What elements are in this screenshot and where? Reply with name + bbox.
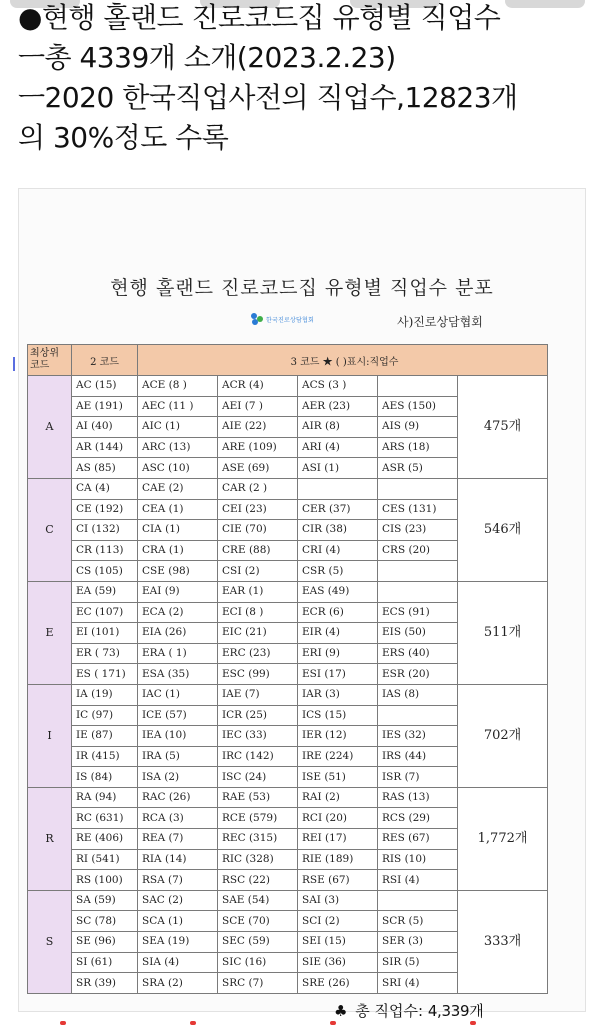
three-code-cell: ASR (5) <box>378 458 458 479</box>
three-code-cell: RES (67) <box>378 829 458 850</box>
scanned-document <box>18 188 586 1012</box>
three-code-cell: CIR (38) <box>298 520 378 541</box>
three-code-cell: SCI (2) <box>298 911 378 932</box>
two-code-cell: IC (97) <box>72 705 138 726</box>
three-code-cell: REI (17) <box>298 829 378 850</box>
three-code-cell: SCE (70) <box>218 911 298 932</box>
three-code-cell: IEA (10) <box>138 726 218 747</box>
three-code-cell: CAR (2 ) <box>218 478 298 499</box>
three-code-cell: EAI (9) <box>138 581 218 602</box>
total-jobs <box>334 1000 483 1021</box>
header-top-code-line: 최상위 <box>30 348 59 359</box>
club-icon: ♣ <box>334 1002 348 1020</box>
table-row <box>28 684 548 705</box>
three-code-cell: IRE (224) <box>298 746 378 767</box>
three-code-cell: IAE (7) <box>218 684 298 705</box>
three-code-cell: REC (315) <box>218 829 298 850</box>
three-code-cell: CRS (20) <box>378 540 458 561</box>
three-code-cell: SIC (16) <box>218 952 298 973</box>
three-code-cell: RSE (67) <box>298 870 378 891</box>
two-code-cell: IA (19) <box>72 684 138 705</box>
three-code-cell <box>378 890 458 911</box>
header-line: ●현행 홀랜드 진로코드집 유형별 직업수 <box>18 1 501 34</box>
top-code-cell: S <box>28 890 72 993</box>
group-total-cell: 475개 <box>458 376 548 479</box>
three-code-cell: CAE (2) <box>138 478 218 499</box>
three-code-cell: RIC (328) <box>218 849 298 870</box>
three-code-cell: RCS (29) <box>378 808 458 829</box>
three-code-cell: SRI (4) <box>378 973 458 994</box>
two-code-cell: AE (191) <box>72 396 138 417</box>
two-code-cell: RS (100) <box>72 870 138 891</box>
three-code-cell: SAC (2) <box>138 890 218 911</box>
three-code-cell: IES (32) <box>378 726 458 747</box>
three-code-cell: AER (23) <box>298 396 378 417</box>
association-logo <box>251 313 314 325</box>
three-code-cell: RIE (189) <box>298 849 378 870</box>
two-code-cell: RE (406) <box>72 829 138 850</box>
header-3-code: 3 코드 ★ ( )표시:직업수 <box>138 345 548 376</box>
three-code-cell: CSI (2) <box>218 561 298 582</box>
two-code-cell: SI (61) <box>72 952 138 973</box>
three-code-cell: ASE (69) <box>218 458 298 479</box>
two-code-cell: AC (15) <box>72 376 138 397</box>
table-row <box>28 890 548 911</box>
three-code-cell: RSI (4) <box>378 870 458 891</box>
two-code-cell: SR (39) <box>72 973 138 994</box>
three-code-cell: ASC (10) <box>138 458 218 479</box>
three-code-cell: EIR (4) <box>298 623 378 644</box>
top-code-cell: A <box>28 376 72 479</box>
group-total-cell: 511개 <box>458 581 548 684</box>
three-code-cell: IAC (1) <box>138 684 218 705</box>
two-code-cell: CR (113) <box>72 540 138 561</box>
group-total-cell: 702개 <box>458 684 548 787</box>
three-code-cell: CIE (70) <box>218 520 298 541</box>
three-code-cell <box>378 561 458 582</box>
group-total-cell: 546개 <box>458 478 548 581</box>
three-code-cell: ICS (15) <box>298 705 378 726</box>
three-code-cell: SEI (15) <box>298 932 378 953</box>
two-code-cell: ES ( 171) <box>72 664 138 685</box>
three-code-cell: RSC (22) <box>218 870 298 891</box>
three-code-cell: RAI (2) <box>298 787 378 808</box>
three-code-cell: CRI (4) <box>298 540 378 561</box>
three-code-cell: EAR (1) <box>218 581 298 602</box>
three-code-cell: SIA (4) <box>138 952 218 973</box>
three-code-cell: ARS (18) <box>378 437 458 458</box>
three-code-cell: AIE (22) <box>218 417 298 438</box>
three-code-cell: AIS (9) <box>378 417 458 438</box>
three-code-cell <box>378 478 458 499</box>
three-code-cell: SIE (36) <box>298 952 378 973</box>
three-code-cell: CEI (23) <box>218 499 298 520</box>
top-code-cell: C <box>28 478 72 581</box>
three-code-cell: SCR (5) <box>378 911 458 932</box>
total-value: 4,339개 <box>427 1002 484 1020</box>
three-code-cell: SRE (26) <box>298 973 378 994</box>
two-code-cell: EI (101) <box>72 623 138 644</box>
three-code-cell: ARI (4) <box>298 437 378 458</box>
three-code-cell: AIR (8) <box>298 417 378 438</box>
two-code-cell: IS (84) <box>72 767 138 788</box>
group-total-cell: 333개 <box>458 890 548 993</box>
two-code-cell: EC (107) <box>72 602 138 623</box>
three-code-cell: IRC (142) <box>218 746 298 767</box>
two-code-cell: SA (59) <box>72 890 138 911</box>
header-2-code: 2 코드 <box>72 345 138 376</box>
three-code-cell: EIS (50) <box>378 623 458 644</box>
three-code-cell: CEA (1) <box>138 499 218 520</box>
logo-text: 한국진로상담협회 <box>266 316 314 324</box>
three-code-cell: ERC (23) <box>218 643 298 664</box>
three-code-cell: ACE (8 ) <box>138 376 218 397</box>
table-row <box>28 478 548 499</box>
three-code-cell: SAE (54) <box>218 890 298 911</box>
three-code-cell: AEI (7 ) <box>218 396 298 417</box>
three-code-cell: ACR (4) <box>218 376 298 397</box>
three-code-cell: ISE (51) <box>298 767 378 788</box>
three-code-cell: IRS (44) <box>378 746 458 767</box>
three-code-cell: RSA (7) <box>138 870 218 891</box>
three-code-cell: ICR (25) <box>218 705 298 726</box>
document-title: 현행 홀랜드 진로코드집 유형별 직업수 분포 <box>110 277 494 299</box>
three-code-cell: ECR (6) <box>298 602 378 623</box>
three-code-cell: AEC (11 ) <box>138 396 218 417</box>
table-header-row <box>28 345 548 376</box>
two-code-cell: AI (40) <box>72 417 138 438</box>
three-code-cell: IRA (5) <box>138 746 218 767</box>
three-code-cell: ECA (2) <box>138 602 218 623</box>
three-code-cell: CES (131) <box>378 499 458 520</box>
three-code-cell: CIS (23) <box>378 520 458 541</box>
three-code-cell: RAC (26) <box>138 787 218 808</box>
three-code-cell: SCA (1) <box>138 911 218 932</box>
three-code-cell: RCA (3) <box>138 808 218 829</box>
three-code-cell: ARC (13) <box>138 437 218 458</box>
two-code-cell: RA (94) <box>72 787 138 808</box>
three-code-cell <box>378 581 458 602</box>
two-code-cell: CA (4) <box>72 478 138 499</box>
two-code-cell: RC (631) <box>72 808 138 829</box>
three-code-cell: RIA (14) <box>138 849 218 870</box>
three-code-cell: IAS (8) <box>378 684 458 705</box>
two-code-cell: IR (415) <box>72 746 138 767</box>
two-code-cell: EA (59) <box>72 581 138 602</box>
three-code-cell: RAS (13) <box>378 787 458 808</box>
three-code-cell: SRA (2) <box>138 973 218 994</box>
three-code-cell: EAS (49) <box>298 581 378 602</box>
three-code-cell: ECS (91) <box>378 602 458 623</box>
three-code-cell: CIA (1) <box>138 520 218 541</box>
two-code-cell: CI (132) <box>72 520 138 541</box>
top-code-cell: R <box>28 787 72 890</box>
three-code-cell: ERA ( 1) <box>138 643 218 664</box>
three-code-cell: ISR (7) <box>378 767 458 788</box>
two-code-cell: CS (105) <box>72 561 138 582</box>
top-code-cell: E <box>28 581 72 684</box>
three-code-cell: IAR (3) <box>298 684 378 705</box>
top-code-cell: I <box>28 684 72 787</box>
post-header <box>18 0 598 158</box>
three-code-cell: SIR (5) <box>378 952 458 973</box>
three-code-cell: CSE (98) <box>138 561 218 582</box>
three-code-cell: RAE (53) <box>218 787 298 808</box>
three-code-cell: IEC (33) <box>218 726 298 747</box>
two-code-cell: SE (96) <box>72 932 138 953</box>
three-code-cell: AES (150) <box>378 396 458 417</box>
two-code-cell: ER ( 73) <box>72 643 138 664</box>
three-code-cell: SRC (7) <box>218 973 298 994</box>
group-total-cell: 1,772개 <box>458 787 548 890</box>
three-code-cell: ACS (3 ) <box>298 376 378 397</box>
two-code-cell: IE (87) <box>72 726 138 747</box>
header-line: ㅡ2020 한국직업사전의 직업수,12823개 <box>18 81 518 114</box>
three-code-cell <box>298 478 378 499</box>
three-code-cell: EIA (26) <box>138 623 218 644</box>
three-code-cell: SER (3) <box>378 932 458 953</box>
three-code-cell: ARE (109) <box>218 437 298 458</box>
three-code-cell: ESI (17) <box>298 664 378 685</box>
two-code-cell: CE (192) <box>72 499 138 520</box>
three-code-cell: RCE (579) <box>218 808 298 829</box>
three-code-cell: ESR (20) <box>378 664 458 685</box>
total-label: 총 직업수: <box>355 1002 424 1020</box>
header-line: ㅡ총 4339개 소개(2023.2.23) <box>18 41 396 74</box>
header-top-code <box>28 345 72 376</box>
three-code-cell: CRE (88) <box>218 540 298 561</box>
three-code-cell: EIC (21) <box>218 623 298 644</box>
three-code-cell <box>378 705 458 726</box>
logo-mark-icon <box>251 313 263 325</box>
three-code-cell: ESC (99) <box>218 664 298 685</box>
three-code-cell <box>378 376 458 397</box>
table-row <box>28 581 548 602</box>
three-code-cell: ERS (40) <box>378 643 458 664</box>
three-code-cell: RCI (20) <box>298 808 378 829</box>
table-row <box>28 376 548 397</box>
header-top-code-line: 코드 <box>30 360 50 371</box>
three-code-cell: RIS (10) <box>378 849 458 870</box>
three-code-cell: ISA (2) <box>138 767 218 788</box>
three-code-cell: SEC (59) <box>218 932 298 953</box>
three-code-cell: CER (37) <box>298 499 378 520</box>
three-code-cell: ERI (9) <box>298 643 378 664</box>
three-code-cell: ECI (8 ) <box>218 602 298 623</box>
table-row <box>28 787 548 808</box>
two-code-cell: SC (78) <box>72 911 138 932</box>
three-code-cell: SEA (19) <box>138 932 218 953</box>
two-code-cell: AS (85) <box>72 458 138 479</box>
three-code-cell: ESA (35) <box>138 664 218 685</box>
header-line: 의 30%정도 수록 <box>18 121 229 154</box>
two-code-cell: RI (541) <box>72 849 138 870</box>
three-code-cell: ASI (1) <box>298 458 378 479</box>
three-code-cell: IER (12) <box>298 726 378 747</box>
bottom-ui-strip <box>0 1020 600 1026</box>
three-code-cell: ISC (24) <box>218 767 298 788</box>
three-code-cell: SAI (3) <box>298 890 378 911</box>
three-code-cell: CSR (5) <box>298 561 378 582</box>
code-distribution-table <box>27 344 548 994</box>
three-code-cell: CRA (1) <box>138 540 218 561</box>
organization-name: 사)진로상담협회 <box>397 315 483 329</box>
three-code-cell: AIC (1) <box>138 417 218 438</box>
selection-marker <box>13 357 15 371</box>
three-code-cell: ICE (57) <box>138 705 218 726</box>
three-code-cell: REA (7) <box>138 829 218 850</box>
two-code-cell: AR (144) <box>72 437 138 458</box>
